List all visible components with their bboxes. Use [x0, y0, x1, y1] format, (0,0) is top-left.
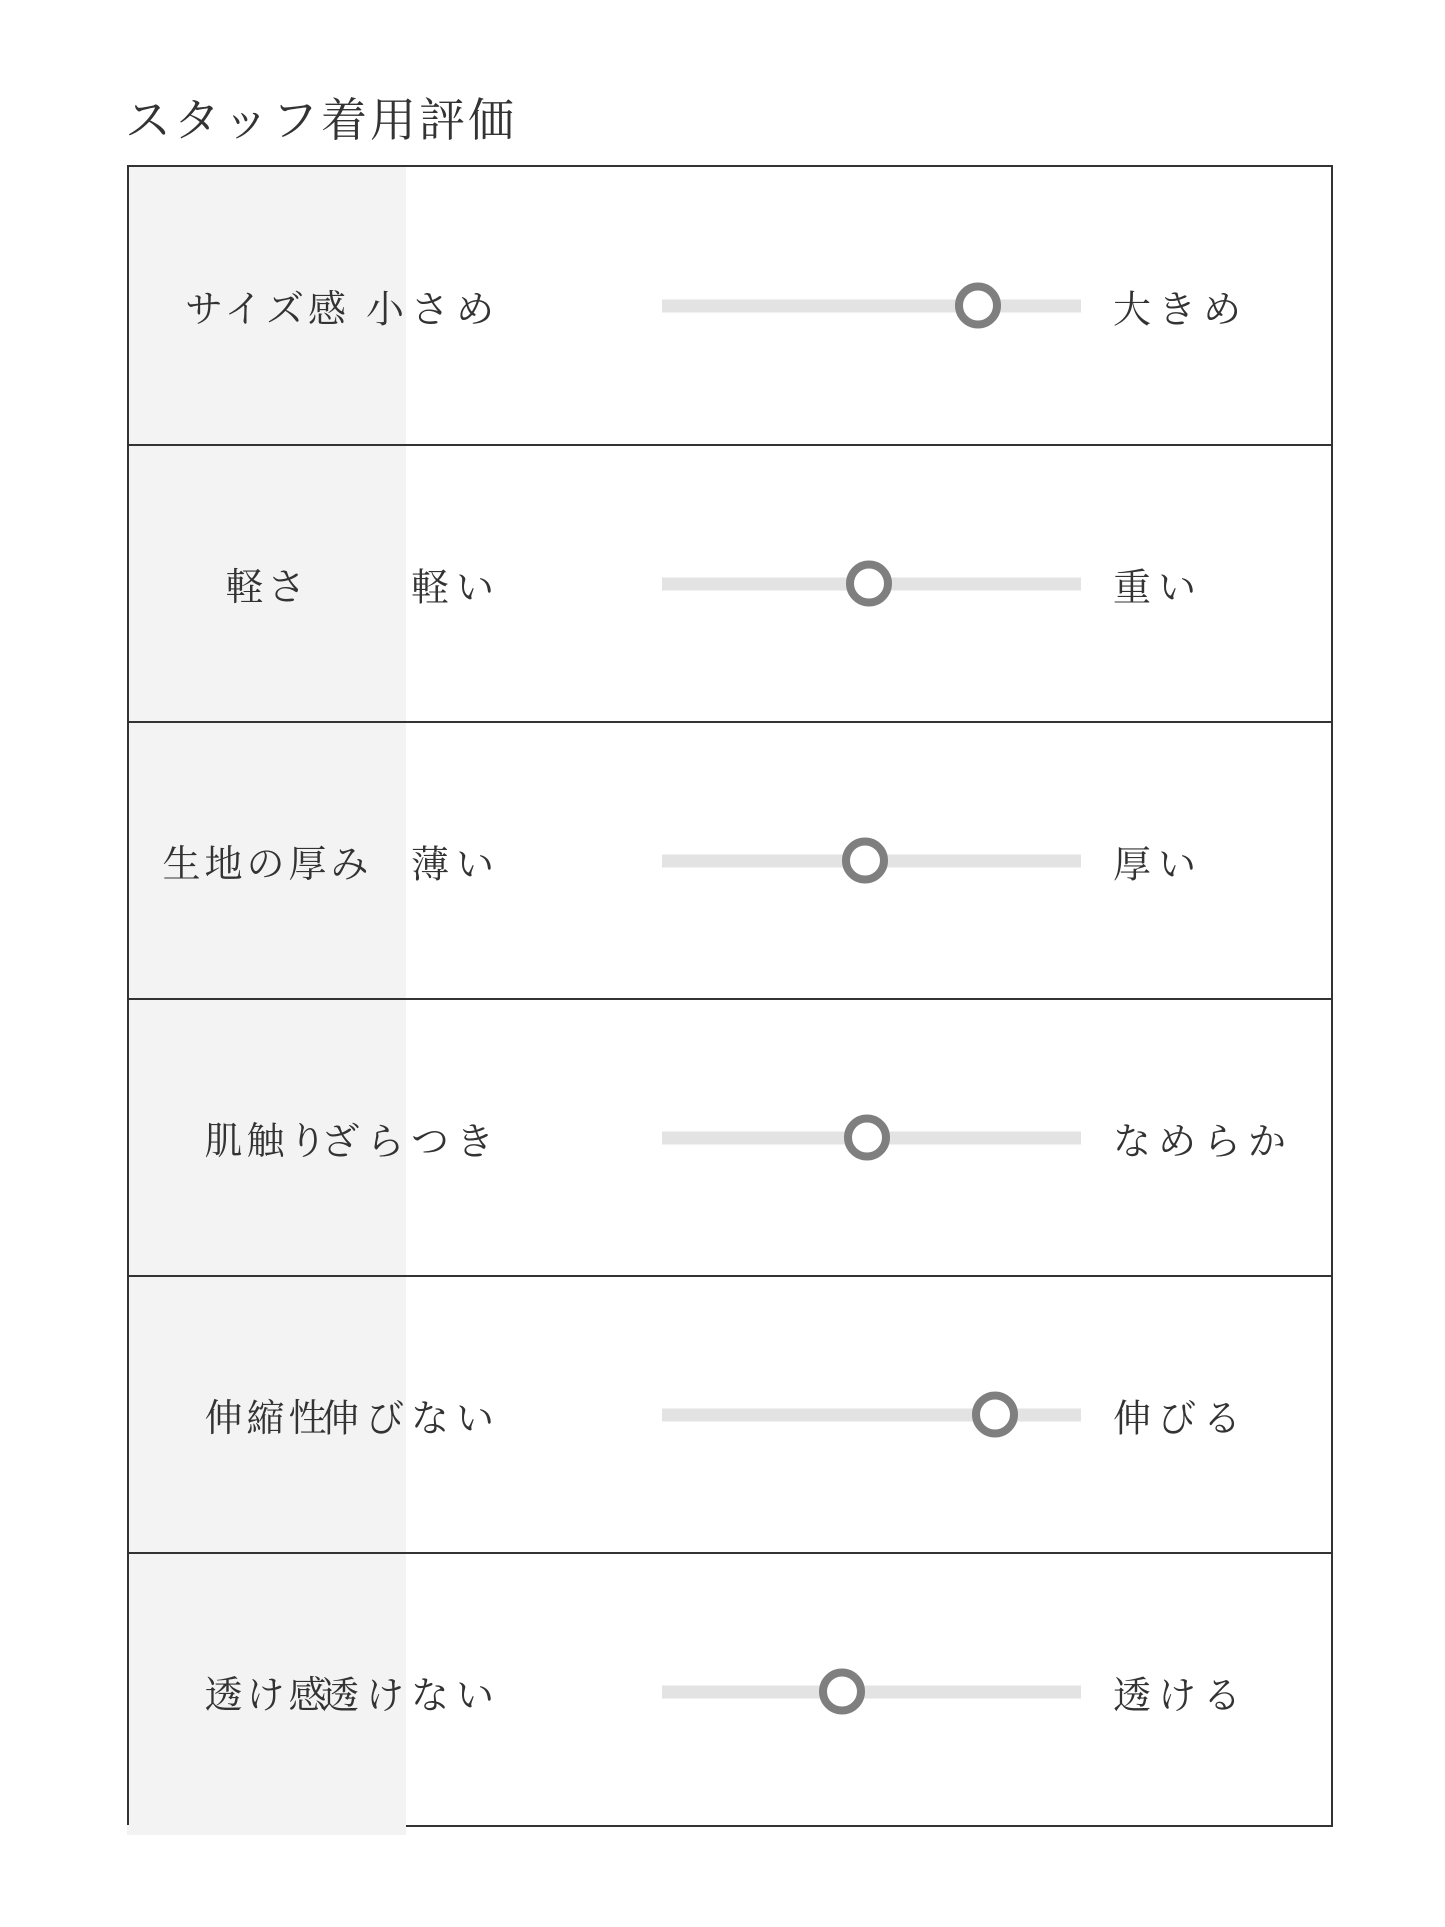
high-end-label: 伸びる [1113, 1396, 1249, 1440]
row-label: サイズ感 [185, 287, 350, 331]
high-end-label: 大きめ [1113, 287, 1249, 331]
high-end-label: 透ける [1113, 1673, 1249, 1717]
rating-slider-knob[interactable] [846, 561, 892, 607]
high-end-label: 厚い [1113, 842, 1204, 886]
low-end-label: 透けない [320, 1673, 501, 1717]
row-label-cell [129, 167, 406, 444]
rating-slider-knob[interactable] [842, 838, 888, 884]
rating-slider-track[interactable] [662, 1408, 1081, 1421]
high-end-label: 重い [1113, 565, 1204, 609]
low-end-label: ざらつき [321, 1119, 501, 1163]
rating-row-weight [129, 444, 1331, 721]
row-label: 伸縮性 [204, 1396, 331, 1440]
evaluation-table [127, 165, 1333, 1827]
row-label: 軽さ [225, 565, 310, 609]
rating-row-thickness [129, 721, 1331, 998]
high-end-label: なめらか [1113, 1119, 1294, 1163]
row-label-cell [129, 723, 406, 998]
low-end-label: 伸びない [320, 1396, 501, 1440]
low-end-label: 小さめ [365, 287, 501, 331]
row-label: 生地の厚み [162, 842, 373, 886]
rating-slider-knob[interactable] [819, 1669, 865, 1715]
row-label: 肌触り [204, 1119, 331, 1163]
row-label: 透け感 [204, 1673, 331, 1717]
rating-row-size [129, 167, 1331, 444]
rating-slider-track[interactable] [662, 1685, 1081, 1698]
low-end-label: 薄い [410, 842, 501, 886]
low-end-label: 軽い [410, 565, 501, 609]
rating-slider-knob[interactable] [844, 1115, 890, 1161]
rating-slider-knob[interactable] [972, 1392, 1018, 1438]
page-title: スタッフ着用評価 [125, 93, 517, 147]
rating-slider-track[interactable] [662, 299, 1081, 312]
rating-slider-track[interactable] [662, 577, 1081, 590]
rating-row-sheerness [129, 1552, 1331, 1829]
label-column-bottom-edge [127, 1825, 406, 1835]
rating-slider-knob[interactable] [955, 283, 1001, 329]
rating-row-texture [129, 998, 1331, 1275]
rating-slider-track[interactable] [662, 1131, 1081, 1144]
row-label-cell [129, 446, 406, 721]
rating-slider-track[interactable] [662, 854, 1081, 867]
rating-row-stretch [129, 1275, 1331, 1552]
